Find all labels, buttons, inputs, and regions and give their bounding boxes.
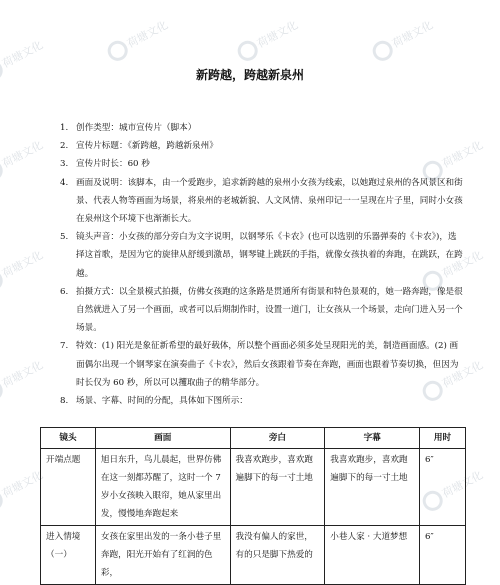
table-cell: 6″	[420, 526, 466, 585]
table-cell: 女孩在家里出发的一条小巷子里奔跑，阳光开始有了红润的色彩，	[95, 526, 230, 585]
item-text: 宣传片时长：60 秒	[76, 159, 150, 170]
column-header-scene: 画面	[95, 428, 230, 449]
table-cell: 我喜欢跑步，喜欢跑遍脚下的每一寸土地	[325, 449, 420, 526]
table-cell: 小巷人家 · 大道梦想	[325, 526, 420, 585]
document-title: 新跨越，跨越新泉州	[195, 68, 304, 82]
item-list	[60, 119, 465, 410]
watermark: 荷塘文化	[419, 356, 487, 405]
list-item	[60, 119, 465, 137]
column-header-narration: 旁白	[230, 428, 325, 449]
watermark: 荷塘文化	[419, 136, 487, 185]
item-text: 镜头声音：小女孩的部分旁白为文字说明，以钢琴乐《卡农》(也可以选别的乐器弹奏的《卡农》)，选择这首歌，是因为它的旋律从舒缓到激昂，钢琴键上跳跃的手指，就像女孩执着的奔跑，在跳跃，在跨越。	[76, 232, 463, 279]
list-item	[60, 337, 465, 392]
watermark: 荷塘文化	[369, 16, 437, 65]
watermark: 荷塘文化	[419, 466, 487, 515]
item-number: 5.	[60, 232, 69, 243]
table-cell: 6″	[420, 449, 466, 526]
item-text: 画面及说明：该脚本，由一个爱跑步，追求新跨越的泉州小女孩为线索，以她跑过泉州的各风景区和街景、代表人物等画面为场景，将泉州的老城新貌、人文风情、泉州印记一一呈现在片子里，同时小女孩在泉州这个环境下也渐渐长大。	[76, 177, 463, 225]
table-header-row	[41, 428, 466, 449]
item-text: 场景、字幕、时间的分配，具体如下图所示：	[76, 396, 248, 407]
list-item	[60, 137, 465, 155]
table-row	[41, 526, 466, 585]
list-item	[60, 283, 465, 338]
watermark: 荷塘文化	[419, 246, 487, 295]
watermark: 荷塘文化	[0, 136, 47, 185]
item-text: 特效：(1) 阳光是象征新希望的最好载体，所以整个画面必须多处呈现阳光的美，制造画面感。(2) 画面偶尔出现一个钢琴家在演奏曲子《卡农》，然后女孩跟着节奏在奔跑，画面也跟着节奏切换，但因为时长仅为 60 秒，所以可以攫取曲子的精华部分。	[76, 341, 459, 388]
column-header-duration: 用时	[420, 428, 466, 449]
item-number: 1.	[60, 123, 69, 133]
watermark: 荷塘文化	[104, 16, 172, 65]
list-item	[60, 392, 465, 410]
item-text: 创作类型：城市宣传片（脚本）	[76, 123, 197, 133]
item-number: 6.	[60, 286, 69, 297]
table-cell: 我没有偏人的家世，有的只是脚下热爱的	[230, 526, 325, 585]
item-number: 2.	[60, 141, 69, 152]
list-item	[60, 155, 465, 173]
list-item	[60, 228, 465, 283]
item-text: 宣传片标题：《新跨越，跨越新泉州》	[76, 141, 218, 152]
watermark: 荷塘文化	[0, 246, 47, 295]
item-number: 4.	[60, 177, 69, 188]
item-number: 8.	[60, 396, 69, 407]
table-row	[41, 449, 466, 526]
column-header-subtitle: 字幕	[325, 428, 420, 449]
item-text: 拍摄方式：以全景模式拍摄，仿佛女孩跑的这条路是贯通所有街景和特色景观的，她一路奔跑，像是很自然就进入了另一个画面，或者可以后期制作时，设置一道门，让女孩从一个场景，走向门进入另一个场景。	[76, 286, 463, 334]
watermark: 荷塘文化	[0, 36, 47, 85]
column-header-shot: 镜头	[41, 428, 96, 449]
item-number: 3.	[60, 159, 69, 170]
table-cell: 我喜欢跑步，喜欢跑遍脚下的每一寸土地	[230, 449, 325, 526]
list-item	[60, 174, 465, 229]
table-cell: 进入情境（一）	[41, 526, 96, 585]
item-number: 7.	[60, 341, 69, 352]
watermark: 荷塘文化	[0, 466, 47, 515]
table-cell: 开端点题	[41, 449, 96, 526]
watermark: 荷塘文化	[0, 356, 47, 405]
watermark: 荷塘文化	[234, 16, 302, 65]
scene-table	[40, 427, 466, 585]
table-cell: 旭日东升，鸟儿晨起，世界仿佛在这一刻都苏醒了，这时一个 7 岁小女孩映入眼帘，她从家里出发，慢慢地奔跑起来	[95, 449, 230, 526]
